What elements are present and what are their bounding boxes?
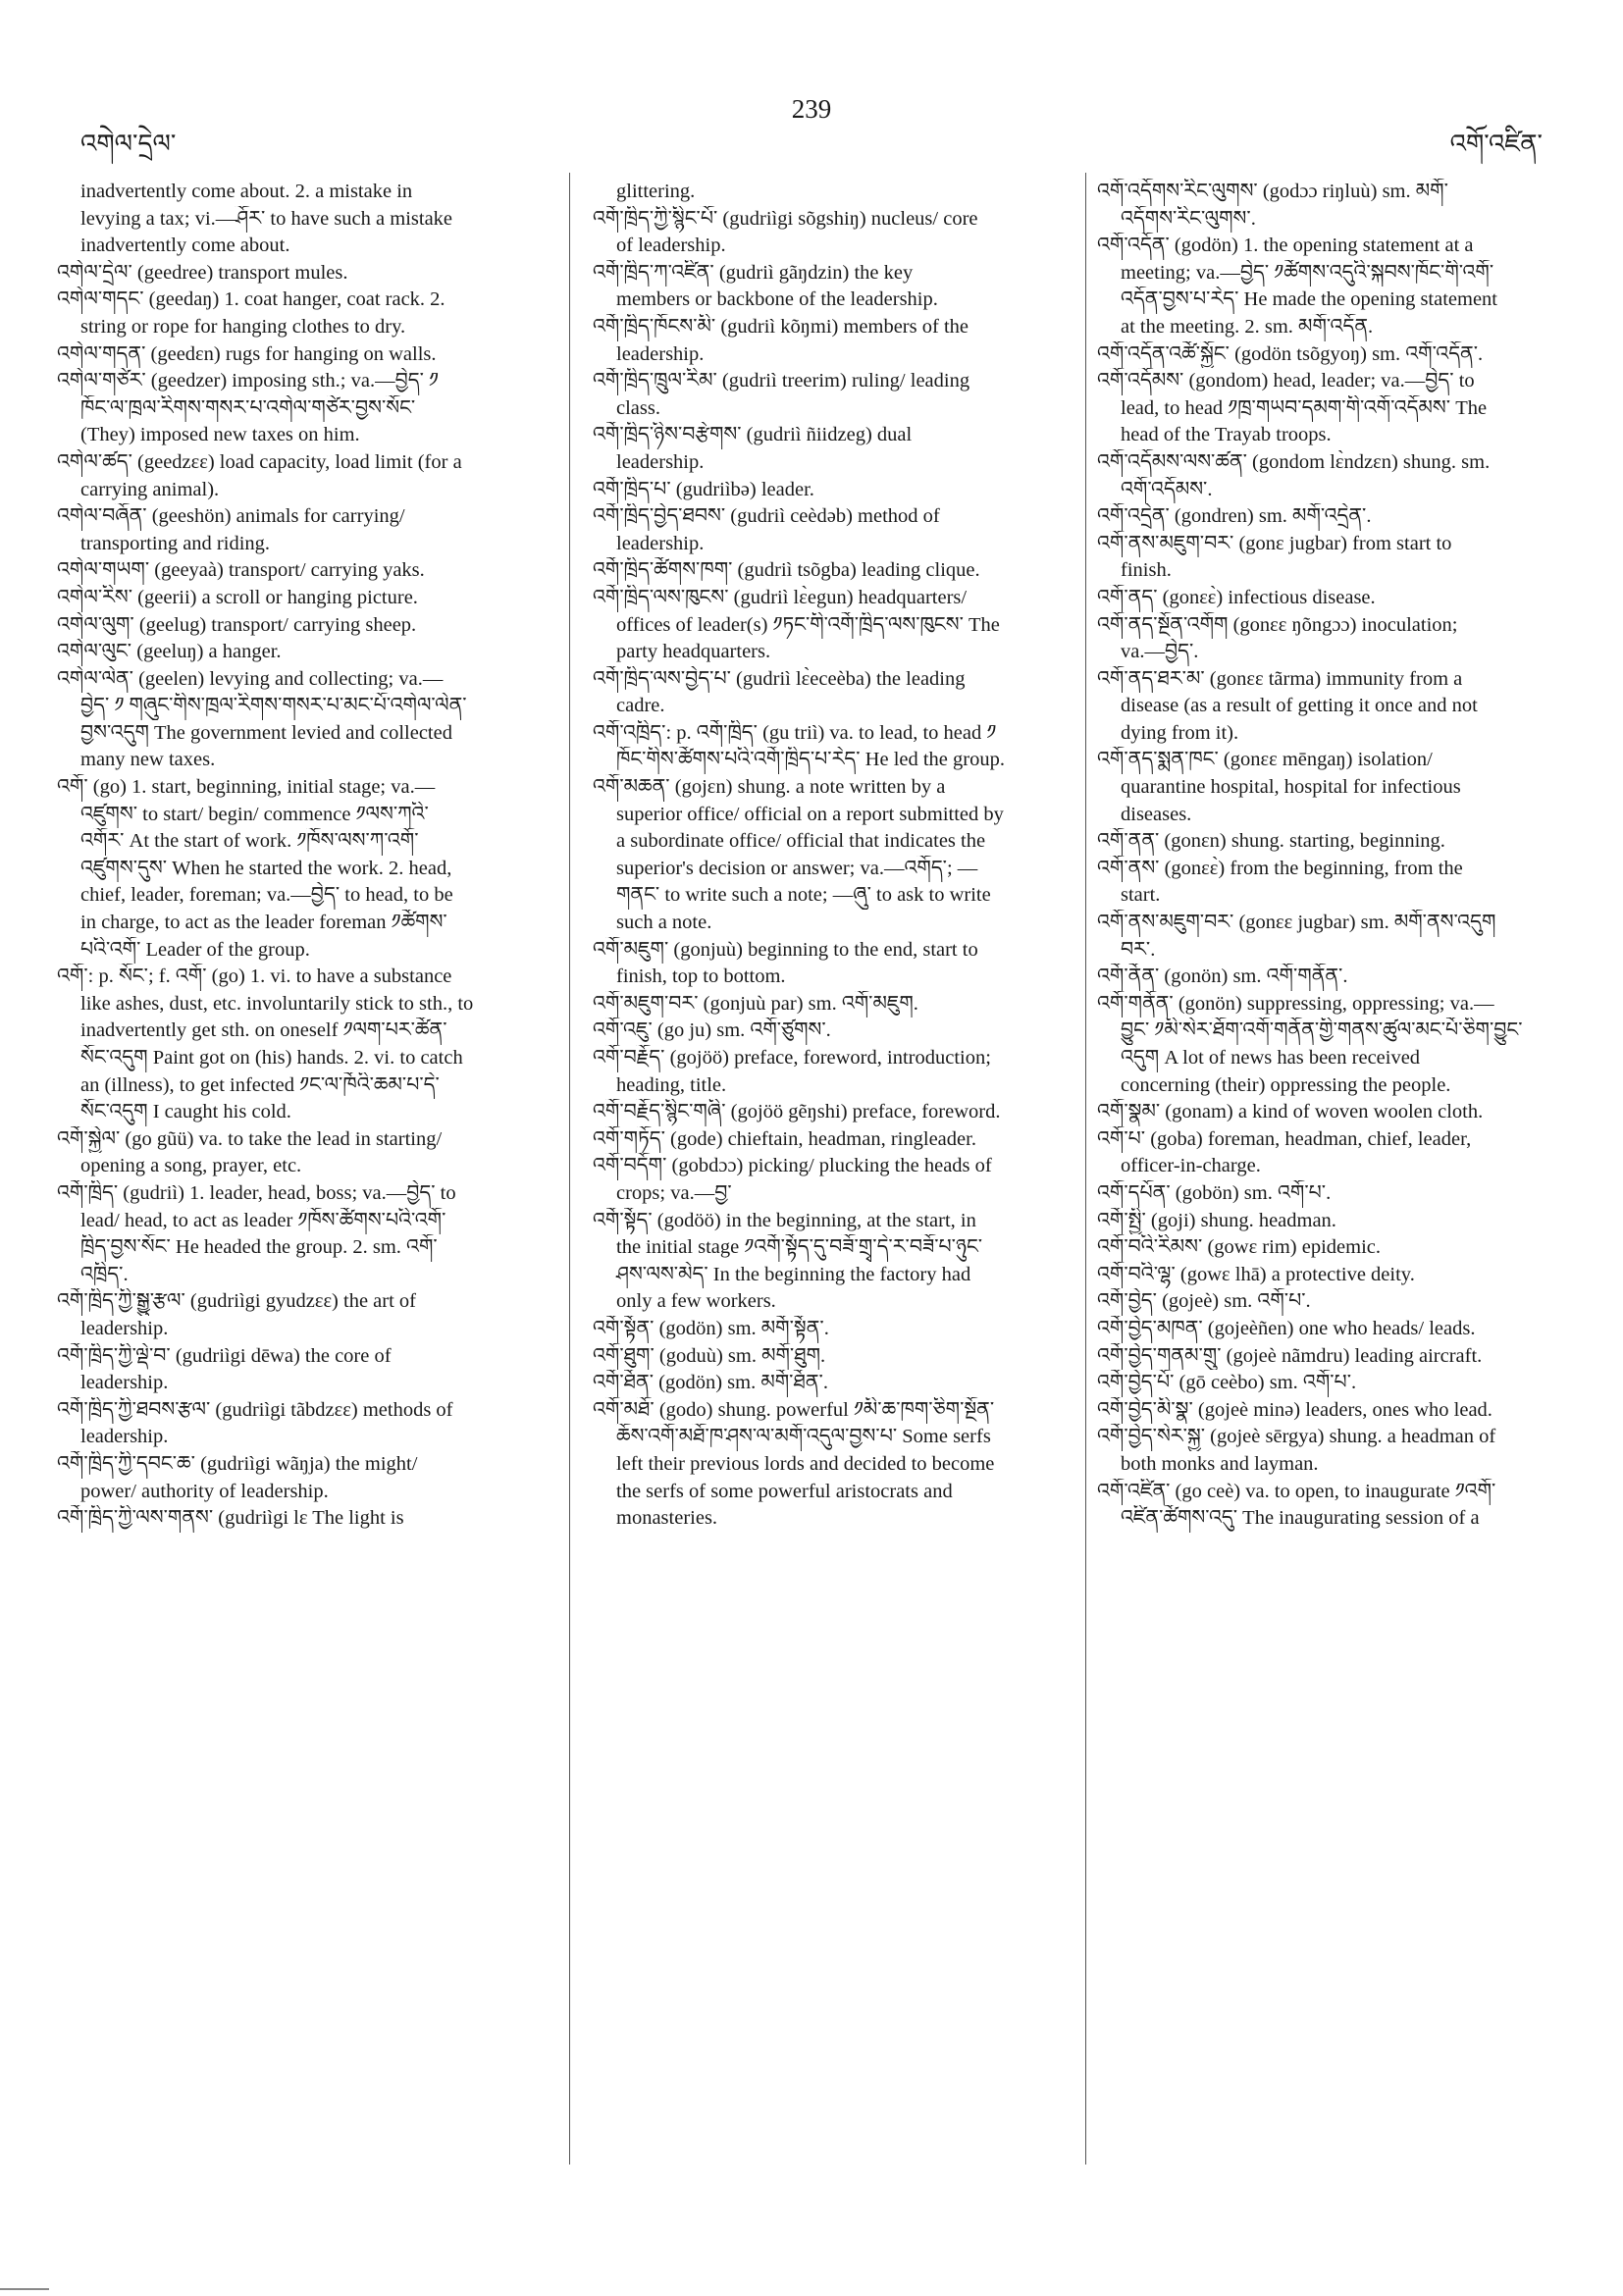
entry-headword-line: འགོ་འདོགས་རིང་ལུགས་ (godɔɔ riŋluù) sm. མགོ་ [1097,181,1448,202]
entry-continuation-line: བྱུང་ ༡མི་སེར་ཐོག་འགོ་གནོན་གྱི་གནས་ཚུལ་མང་པོ་ཅིག་བྱུང་ [1121,1019,1523,1042]
entry-continuation-line: left their previous lords and decided to become [616,1452,995,1475]
entry-continuation-line: ཤས་ལས་མེད་ In the beginning the factory had [616,1263,971,1285]
entry-continuation-line: head of the Trayab troops. [1121,424,1332,446]
entry-headword-line: འགོ་: p. སོང་; f. འགོ་ (go) 1. vi. to have a substance [57,965,452,988]
entry-headword-line: འགོ་ནད་སྨན་ཁང་ (gonɛɛ mēngaŋ) isolation/ [1097,749,1433,771]
entry-continuation-line: glittering. [616,181,696,202]
entry-continuation-line: start. [1121,884,1161,907]
entry-continuation-line: བྱས་འདུག The government levied and collected [80,721,452,744]
entry-continuation-line: lead, to head ༡ཁྲ་གཡབ་དམག་གི་འགོ་འདོམས་ The [1121,396,1488,419]
entry-continuation-line: finish, top to bottom. [616,965,786,988]
entry-continuation-line: levying a tax; vi.—ཤོར་ to have such a mistake [80,207,453,230]
entry-headword-line: འགོ་ནས་མཇུག་བར་ (gonɛɛ jugbar) sm. མགོ་ནས་འདུག [1097,912,1496,934]
entry-headword-line: འགོ་བརྗོད་སྙིང་གཞི་ (gojöö gẽŋshi) preface, foreword. [593,1101,1001,1123]
entry-continuation-line: འཛིན་ཚོགས་འདུ་ The inaugurating session of a [1121,1507,1480,1530]
entry-continuation-line: འདོན་བྱས་པ་རེད་ He made the opening statement [1121,288,1498,311]
header-right-headword: འགོ་འཛིན་ [1449,130,1543,158]
entry-continuation-line: heading, title. [616,1073,727,1096]
entry-continuation-line: བར་. [1121,938,1156,961]
entry-continuation-line: འཛུགས་ to start/ begin/ commence ༡ལས་ཀའི་ [80,803,429,825]
entry-headword-line: འགོ་འདོན་འཚོ་སྐྱོང་ (godön tsõgyoŋ) sm. འགོ་འདོན་. [1097,342,1484,365]
entry-continuation-line: cadre. [616,695,665,717]
entry-headword-line: འགོ་ཁྲིད་ཀ་འཛིན་ (gudriì gãŋdzin) the key [593,261,914,284]
entry-continuation-line: like ashes, dust, etc. involuntarily stick to sth., to [80,992,474,1015]
entry-continuation-line: འཁྲིད་. [80,1263,129,1285]
entry-continuation-line: lead/ head, to act as leader ༡ཁོས་ཚོགས་པའི་འགོ་ [80,1209,446,1231]
entry-headword-line: འགེལ་རིས་ (geerii) a scroll or hanging picture. [57,586,418,608]
entry-headword-line: འགོ་ཁྲིད་ཁྲུལ་རིམ་ (gudriì treerim) ruling/ leading [593,370,970,392]
entry-continuation-line: ཁྲིད་བྱས་སོང་ He headed the group. 2. sm. འགོ་ [80,1236,438,1259]
entry-headword-line: འགོ་ཁྲིད་ཀྱི་ལྡེ་བ་ (gudriìgi dēwa) the core of [57,1344,392,1367]
entry-headword-line: འགོ་ཁྲིད་ཀྱི་ཐབས་རྩལ་ (gudriìgi tãbdzɛɛ) methods of [57,1398,453,1421]
entry-continuation-line: such a note. [616,912,712,934]
entry-continuation-line: concerning (their) oppressing the people. [1121,1073,1451,1096]
entry-continuation-line: dying from it). [1121,721,1239,744]
entry-continuation-line: diseases. [1121,803,1192,825]
entry-headword-line: འགོ་ནས་ (gonɛɛ̀) from the beginning, from the [1097,857,1463,879]
column-rule [569,173,570,2165]
entry-continuation-line: string or rope for hanging clothes to dry. [80,315,406,338]
entry-headword-line: འགོ་ (go) 1. start, beginning, initial stage; va.— [57,776,436,799]
entry-continuation-line: quarantine hospital, hospital for infectious [1121,776,1461,799]
entry-continuation-line: disease (as a result of getting it once and not [1121,695,1478,717]
entry-continuation-line: འགོར་ At the start of work. ༡ཁོས་ལས་ཀ་འགོ་ [80,830,419,853]
entry-headword-line: འགོ་ནས་མཇུག་བར་ (gonɛ jugbar) from start to [1097,532,1452,554]
entry-headword-line: འགོ་ཁྲིད་ཀྱི་དབང་ཆ་ (gudriìgi wãŋja) the might/ [57,1452,418,1475]
entry-headword-line: འགོ་བྱེད་གནམ་གྲུ་ (gojeè nãmdru) leading aircraft. [1097,1344,1483,1367]
entry-continuation-line: leadership. [80,1317,169,1339]
entry-continuation-line: of leadership. [616,235,726,257]
entry-headword-line: འགོ་ཁྲིད་ལས་ཁུངས་ (gudriì lɛ̀egun) headquarters/ [593,586,968,608]
entry-continuation-line: only a few workers. [616,1290,776,1313]
entry-continuation-line: both monks and layman. [1121,1452,1319,1475]
entry-headword-line: འགེལ་དྲེལ་ (geedree) transport mules. [57,261,348,284]
entry-continuation-line: transporting and riding. [80,532,271,554]
entry-headword-line: འགོ་འཁྲིད་: p. འགོ་ཁྲིད་ (gu triì) va. to lead, to head ༡ [593,721,997,744]
entry-continuation-line: leadership. [616,342,705,365]
entry-headword-line: འགོ་ཁྲིད་ཉིས་བརྩེགས་ (gudriì ñiidzeg) dual [593,424,913,446]
entry-continuation-line: superior office/ official on a report submitted by [616,803,1004,825]
entry-continuation-line: a subordinate office/ official that indicates the [616,830,986,853]
page-number: 239 [791,94,832,124]
entry-headword-line: འགོ་པ་ (goba) foreman, headman, chief, leader, [1097,1127,1472,1150]
entry-headword-line: འགོ་བའི་རིམས་ (gowɛ rim) epidemic. [1097,1236,1381,1259]
entry-headword-line: འགོ་འདོམས་ (gondom) head, leader; va.—བྱེད་ to [1097,370,1475,392]
entry-continuation-line: པའི་འགོ་ Leader of the group. [80,938,310,961]
entry-continuation-line: ཁོང་ལ་ཁྲལ་རིགས་གསར་པ་འགེལ་གཙེར་བྱས་སོང་ [80,396,416,419]
column-2 [593,179,1081,1533]
entry-continuation-line: crops; va.—བྱ་ [616,1181,732,1204]
entry-continuation-line: chief, leader, foreman; va.—བྱེད་ to head, to be [80,884,453,907]
entry-headword-line: འགོ་གནོན་ (gonön) suppressing, oppressing; va.— [1097,992,1494,1015]
entry-headword-line: འགོ་མཐོ་ (godo) shung. powerful ༡མི་ཆ་ཁག་ཅིག་སྔོན་ [593,1398,995,1421]
entry-continuation-line: འགོ་འདོམས་. [1121,478,1213,500]
entry-continuation-line: many new taxes. [80,749,216,771]
column-1 [57,179,553,1533]
entry-headword-line: འགེལ་གདན་ (geedɛn) rugs for hanging on walls. [57,342,437,365]
entry-continuation-line: monasteries. [616,1507,718,1530]
entry-headword-line: འགོ་གཏོད་ (gode) chieftain, headman, ringleader. [593,1127,976,1150]
entry-headword-line: འགོ་ནད་ཐར་མ་ (gonɛɛ tãrma) immunity from a [1097,667,1463,690]
entry-headword-line: འགོ་སྣམ་ (gonam) a kind of woven woolen cloth. [1097,1101,1484,1123]
entry-headword-line: འགོ་མཇུག་བར་ (gonjuù par) sm. འགོ་མཇུག. [593,992,918,1015]
entry-continuation-line: superior's decision or answer; va.—འགོད་; — [616,857,978,879]
entry-headword-line: འགོ་ཁྲིད་ཀྱི་ལས་གནས་ (gudriìgi lɛ The light is [57,1507,404,1530]
entry-headword-line: འགོ་ཁྲིད་ཀྱི་སྒྱུ་རྩལ་ (gudriìgi gyudzɛɛ) the art of [57,1290,416,1313]
entry-continuation-line: leadership. [616,450,705,473]
entry-headword-line: འགོ་བརྗོད་ (gojöö) preface, foreword, introduction; [593,1047,991,1069]
column-3 [1097,179,1580,1533]
entry-headword-line: འགོ་ཁྲིད་ཀྱི་སྙིང་པོ་ (gudriìgi sõgshiŋ) nucleus/ core [593,207,978,230]
entry-headword-line: འགེལ་ལེན་ (geelen) levying and collecting; va.— [57,667,444,690]
entry-continuation-line: inadvertently get sth. on oneself ༡ལག་པར་ཚོན་ [80,1019,447,1042]
entry-continuation-line: leadership. [80,1426,169,1448]
entry-continuation-line: party headquarters. [616,641,771,663]
header-left-headword: འགེལ་དྲེལ་ [80,130,177,158]
entry-headword-line: འགོ་སྤྱི་ (goji) shung. headman. [1097,1209,1336,1231]
entry-headword-line: འགོ་ནོན་ (gonön) sm. འགོ་གནོན་. [1097,965,1348,988]
entry-headword-line: འགོ་མཆན་ (gojɛn) shung. a note written by a [593,776,946,799]
entry-continuation-line: སོང་འདུག I caught his cold. [80,1101,291,1123]
entry-continuation-line: the serfs of some powerful aristocrats and [616,1480,953,1502]
entry-continuation-line: members or backbone of the leadership. [616,288,938,311]
entry-continuation-line: officer-in-charge. [1121,1155,1261,1177]
entry-headword-line: འགོ་བྱེད་ (gojeè) sm. འགོ་པ་. [1097,1290,1311,1313]
entry-continuation-line: an (illness), to get infected ༡ང་ལ་ཁོའི་ཆམ་པ་དེ་ [80,1073,440,1096]
entry-continuation-line: at the meeting. 2. sm. མགོ་འདོན. [1121,315,1374,338]
entry-headword-line: འགོ་ནན་ (gonɛn) shung. starting, beginning. [1097,830,1445,853]
entry-headword-line: འགེལ་བཞོན་ (geeshön) animals for carrying/ [57,505,405,528]
entry-headword-line: འགོ་ནད་སྔོན་འགོག (gonɛɛ ŋõngɔɔ) inoculation; [1097,613,1458,636]
entry-continuation-line: བྱེད་ ༡ གཞུང་གིས་ཁྲལ་རིགས་གསར་པ་མང་པོ་འགེལ་ལེན་ [80,695,467,717]
entry-headword-line: འགོ་འདོན་ (godön) 1. the opening statement at a [1097,235,1474,257]
entry-headword-line: འགོ་བྱེད་མི་སྣ་ (gojeè minə) leaders, ones who lead. [1097,1398,1492,1421]
entry-headword-line: འགོ་ཐོན་ (godön) sm. མགོ་ཐོན་. [593,1372,828,1394]
entry-headword-line: འགོ་བྱེད་སེར་སྐྱ་ (gojeè sērgya) shung. a headman of [1097,1426,1496,1448]
entry-headword-line: འགོ་ཁྲིད་པ་ (gudriìbə) leader. [593,478,814,500]
entry-continuation-line: འདུག A lot of news has been received [1121,1047,1421,1069]
entry-continuation-line: class. [616,396,660,419]
entry-continuation-line: inadvertently come about. [80,235,290,257]
entry-headword-line: འགོ་ཁྲིད་ཚོགས་ཁག་ (gudriì tsõgba) leading clique. [593,559,980,582]
entry-headword-line: འགོ་འདྲེན་ (gondren) sm. མགོ་འདྲེན་. [1097,505,1372,528]
entry-continuation-line: offices of leader(s) ༡ཏང་གི་འགོ་ཁྲིད་ལས་ཁུངས་ The [616,613,1000,636]
entry-headword-line: འགེལ་གཡག་ (geeyaà) transport/ carrying yaks. [57,559,425,582]
entry-headword-line: འགེལ་ལུང་ (geeluŋ) a hanger. [57,641,282,663]
entry-continuation-line: གནང་ to write such a note; —ཞུ་ to ask to write [616,884,991,907]
entry-headword-line: འགོ་ཁྲིད་ (gudriì) 1. leader, head, boss; va.—བྱེད་ to [57,1181,456,1204]
entry-headword-line: འགེལ་གཙེར་ (geedzer) imposing sth.; va.—བྱེད་ ༡ [57,370,439,392]
entry-headword-line: འགོ་བདོག་ (gobdɔɔ) picking/ plucking the heads of [593,1155,992,1177]
entry-continuation-line: འཛུགས་དུས་ When he started the work. 2. head, [80,857,452,879]
entry-continuation-line: va.—བྱེད་. [1121,641,1199,663]
entry-headword-line: འགོ་དཔོན་ (gobön) sm. འགོ་པ་. [1097,1181,1332,1204]
entry-continuation-line: སོང་འདུག Paint got on (his) hands. 2. vi. to catch [80,1047,463,1069]
entry-continuation-line: ཁོང་གིས་ཚོགས་པའི་འགོ་ཁྲིད་པ་རེད་ He led the group. [616,749,1005,771]
entry-headword-line: འགོ་འཛིན་ (go ceè) va. to open, to inaugurate ༡འགོ་ [1097,1480,1496,1502]
entry-continuation-line: meeting; va.—བྱེད་ ༡ཚོགས་འདུའི་སྐབས་ཁོང་གི་འགོ་ [1121,261,1494,284]
entry-continuation-line: carrying animal). [80,478,220,500]
entry-continuation-line: in charge, to act as the leader foreman ༡ཚོགས་ [80,912,447,934]
entry-headword-line: འགོ་སྟོད་ (godöö) in the beginning, at the start, in [593,1209,976,1231]
entry-continuation-line: leadership. [616,532,705,554]
entry-headword-line: འགོ་བྱེད་པོ་ (gō ceèbo) sm. འགོ་པ་. [1097,1372,1357,1394]
entry-headword-line: འགོ་སྐྱེལ་ (go gũü) va. to take the lead in starting/ [57,1127,443,1150]
entry-headword-line: འགོ་སྟོན་ (godön) sm. མགོ་སྟོན་. [593,1317,829,1339]
entry-continuation-line: opening a song, prayer, etc. [80,1155,302,1177]
entry-headword-line: འགེལ་ཚད་ (geedzɛɛ) load capacity, load limit (for a [57,450,462,473]
entry-continuation-line: (They) imposed new taxes on him. [80,424,360,446]
entry-continuation-line: ཆོས་འགོ་མཐོ་ཁ་ཤས་ལ་མགོ་འདུལ་བྱས་པ་ Some serfs [616,1426,991,1448]
entry-continuation-line: power/ authority of leadership. [80,1480,329,1502]
entry-continuation-line: leadership. [80,1372,169,1394]
entry-headword-line: འགེལ་ལུག་ (geelug) transport/ carrying sheep. [57,613,417,636]
entry-headword-line: འགོ་ཁྲིད་ལས་བྱེད་པ་ (gudriì lɛ̀eceèba) the leading [593,667,966,690]
entry-continuation-line: finish. [1121,559,1172,582]
entry-headword-line: འགོ་ནད་ (gonɛɛ̀) infectious disease. [1097,586,1376,608]
scan-edge-mark [0,2288,49,2290]
entry-continuation-line: inadvertently come about. 2. a mistake in [80,181,413,202]
entry-headword-line: འགོ་ཁྲིད་ཁོངས་མི་ (gudriì kõŋmi) members of the [593,315,969,338]
column-rule [1085,173,1086,2165]
entry-headword-line: འགོ་བའི་ལྷ་ (gowɛ lhā) a protective deity. [1097,1263,1415,1285]
entry-headword-line: འགེལ་གདང་ (geedaŋ) 1. coat hanger, coat rack. 2. [57,288,445,311]
entry-headword-line: འགོ་མཇུག་ (gonjuù) beginning to the end, start to [593,938,978,961]
entry-headword-line: འགོ་བྱེད་མཁན་ (gojeèñen) one who heads/ leads. [1097,1317,1476,1339]
entry-headword-line: འགོ་ཁྲིད་བྱེད་ཐབས་ (gudriì ceèdəb) method of [593,505,940,528]
entry-headword-line: འགོ་ཐུག་ (goduù) sm. མགོ་ཐུག. [593,1344,826,1367]
entry-continuation-line: the initial stage ༡འགོ་སྟོད་དུ་བཟོ་གྲྭ་དེ་ར་བཟོ་པ་ཉུང་ [616,1236,983,1259]
entry-continuation-line: འདོགས་རིང་ལུགས་. [1121,207,1256,230]
entry-headword-line: འགོ་འཇུ་ (go ju) sm. འགོ་ཙུགས་. [593,1019,831,1042]
entry-headword-line: འགོ་འདོམས་ལས་ཚན་ (gondom lɛ̀ndzɛn) shung. sm. [1097,450,1491,473]
